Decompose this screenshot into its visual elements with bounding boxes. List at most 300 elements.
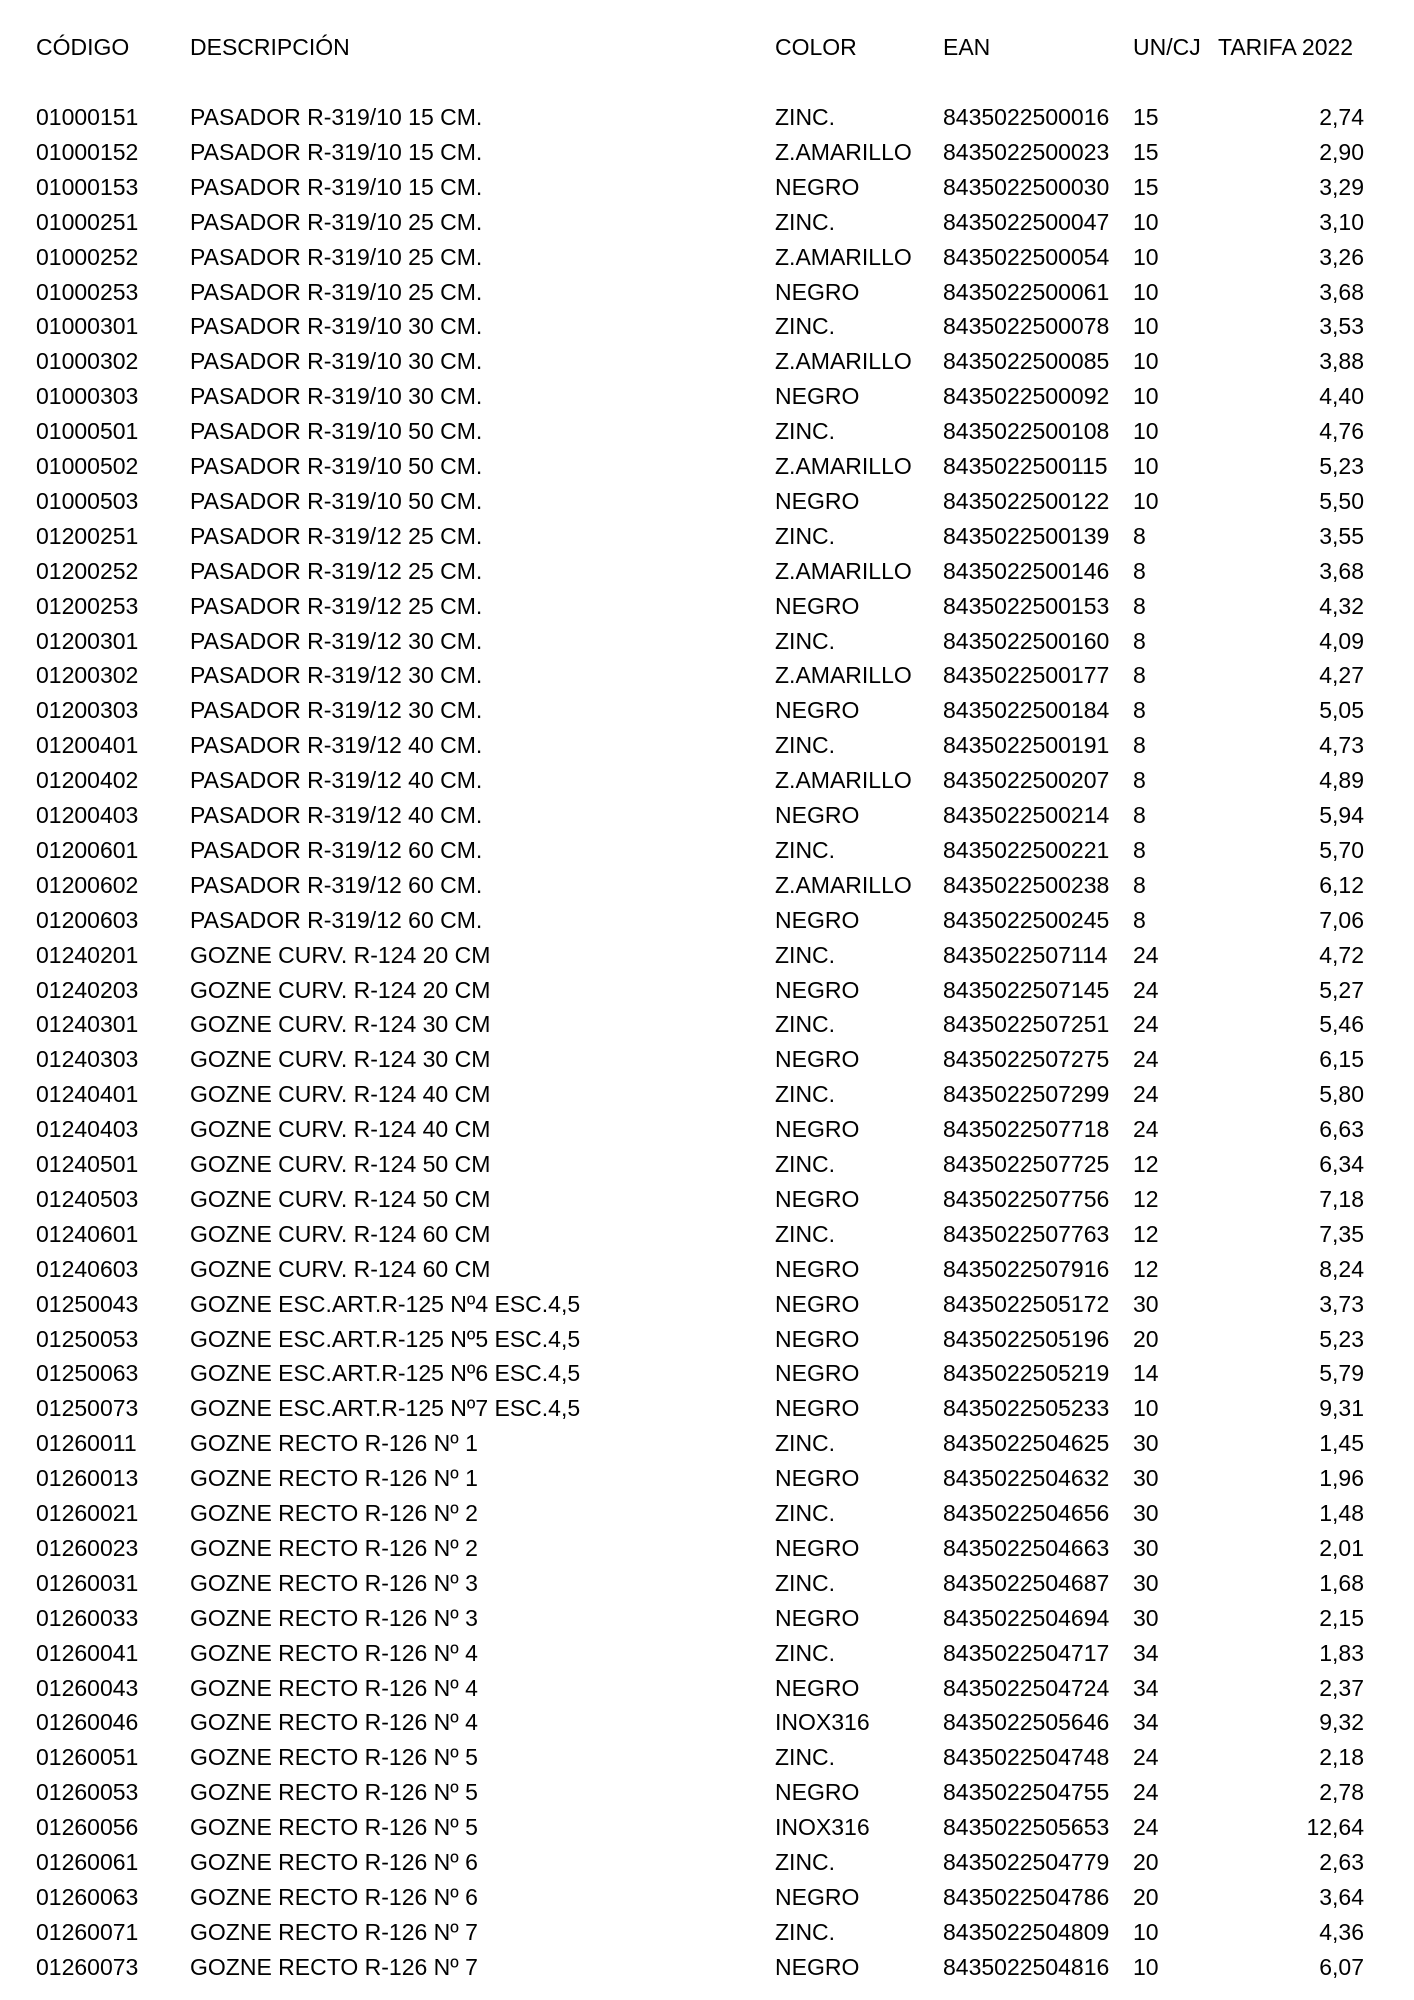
- cell-color: INOX316: [775, 1709, 870, 1736]
- cell-description: GOZNE ESC.ART.R-125 Nº5 ESC.4,5: [190, 1325, 581, 1352]
- cell-units-per-box: 30: [1133, 1534, 1159, 1561]
- cell-description: GOZNE RECTO R-126 Nº 2: [190, 1534, 478, 1561]
- cell-price: 5,05: [1319, 697, 1364, 724]
- cell-price: 8,24: [1319, 1255, 1364, 1282]
- cell-ean: 8435022504625: [943, 1430, 1110, 1457]
- cell-ean: 8435022507251: [943, 1011, 1110, 1038]
- cell-units-per-box: 12: [1133, 1185, 1159, 1212]
- cell-price: 1,48: [1319, 1500, 1364, 1526]
- cell-color: NEGRO: [775, 1360, 860, 1387]
- cell-color: NEGRO: [775, 383, 860, 410]
- table-row: [0, 1426, 1414, 1460]
- cell-description: GOZNE CURV. R-124 30 CM: [190, 1011, 491, 1038]
- cell-ean: 8435022500047: [943, 208, 1110, 235]
- cell-code: 01200601: [36, 836, 139, 863]
- cell-units-per-box: 20: [1133, 1849, 1159, 1875]
- cell-ean: 8435022505219: [943, 1360, 1110, 1387]
- cell-price: 1,68: [1319, 1569, 1364, 1596]
- table-row: [0, 1147, 1414, 1181]
- cell-description: PASADOR R-319/12 30 CM.: [190, 627, 483, 654]
- table-row: [0, 1601, 1414, 1635]
- cell-code: 01260041: [36, 1639, 139, 1666]
- cell-description: GOZNE RECTO R-126 Nº 2: [190, 1500, 478, 1526]
- cell-description: PASADOR R-319/10 25 CM.: [190, 278, 483, 305]
- table-row: [0, 309, 1414, 343]
- table-row: [0, 379, 1414, 413]
- cell-code: 01000501: [36, 418, 139, 445]
- cell-color: Z.AMARILLO: [775, 348, 912, 375]
- cell-price: 3,73: [1319, 1290, 1364, 1317]
- table-row: [0, 414, 1414, 448]
- cell-color: Z.AMARILLO: [775, 767, 912, 794]
- cell-code: 01250053: [36, 1325, 139, 1352]
- cell-color: INOX316: [775, 1814, 870, 1841]
- cell-units-per-box: 10: [1133, 1918, 1159, 1945]
- cell-code: 01000302: [36, 348, 139, 375]
- cell-units-per-box: 8: [1133, 697, 1146, 724]
- cell-price: 4,89: [1319, 767, 1364, 794]
- cell-price: 1,96: [1319, 1465, 1364, 1492]
- cell-description: GOZNE CURV. R-124 40 CM: [190, 1116, 491, 1143]
- cell-units-per-box: 10: [1133, 453, 1159, 479]
- cell-color: ZINC.: [775, 418, 836, 445]
- cell-units-per-box: 24: [1133, 976, 1159, 1003]
- table-row: [0, 1636, 1414, 1670]
- cell-units-per-box: 8: [1133, 906, 1146, 933]
- cell-color: ZINC.: [775, 732, 836, 759]
- cell-units-per-box: 30: [1133, 1604, 1159, 1631]
- cell-color: NEGRO: [775, 1325, 860, 1352]
- cell-price: 2,63: [1319, 1849, 1364, 1875]
- cell-color: NEGRO: [775, 1116, 860, 1143]
- cell-units-per-box: 14: [1133, 1360, 1159, 1387]
- cell-code: 01260053: [36, 1779, 139, 1806]
- cell-code: 01000253: [36, 278, 139, 305]
- table-row: [0, 1810, 1414, 1844]
- cell-units-per-box: 34: [1133, 1639, 1159, 1666]
- cell-description: PASADOR R-319/10 30 CM.: [190, 348, 483, 375]
- table-row: [0, 1880, 1414, 1914]
- cell-price: 4,72: [1319, 941, 1364, 968]
- cell-price: 7,06: [1319, 906, 1364, 933]
- table-row: [0, 170, 1414, 204]
- table-row: [0, 519, 1414, 553]
- cell-description: PASADOR R-319/12 30 CM.: [190, 697, 483, 724]
- table-row: [0, 240, 1414, 274]
- cell-description: GOZNE ESC.ART.R-125 Nº4 ESC.4,5: [190, 1290, 581, 1317]
- cell-code: 01240403: [36, 1116, 139, 1143]
- cell-description: GOZNE CURV. R-124 50 CM: [190, 1185, 491, 1212]
- cell-units-per-box: 10: [1133, 383, 1159, 410]
- cell-price: 2,18: [1319, 1744, 1364, 1771]
- cell-color: Z.AMARILLO: [775, 871, 912, 898]
- table-row: [0, 1391, 1414, 1425]
- cell-price: 2,74: [1319, 104, 1364, 130]
- table-row: [0, 693, 1414, 727]
- cell-color: ZINC.: [775, 1849, 836, 1875]
- cell-ean: 8435022500160: [943, 627, 1110, 654]
- cell-ean: 8435022504694: [943, 1604, 1110, 1631]
- cell-color: ZINC.: [775, 941, 836, 968]
- cell-color: NEGRO: [775, 1395, 860, 1422]
- cell-ean: 8435022500139: [943, 522, 1110, 549]
- cell-ean: 8435022500214: [943, 802, 1110, 828]
- cell-units-per-box: 34: [1133, 1709, 1159, 1736]
- cell-price: 5,46: [1319, 1011, 1364, 1038]
- cell-description: GOZNE CURV. R-124 20 CM: [190, 976, 491, 1003]
- cell-color: NEGRO: [775, 1255, 860, 1282]
- cell-description: GOZNE RECTO R-126 Nº 7: [190, 1918, 478, 1945]
- cell-code: 01000303: [36, 383, 139, 410]
- cell-ean: 8435022500184: [943, 697, 1110, 724]
- cell-price: 3,68: [1319, 557, 1364, 584]
- cell-price: 5,27: [1319, 976, 1364, 1003]
- cell-units-per-box: 10: [1133, 348, 1159, 375]
- cell-color: NEGRO: [775, 487, 860, 514]
- cell-price: 5,79: [1319, 1360, 1364, 1387]
- cell-color: NEGRO: [775, 1883, 860, 1910]
- cell-code: 01000503: [36, 487, 139, 514]
- cell-description: PASADOR R-319/10 50 CM.: [190, 453, 483, 479]
- cell-color: ZINC.: [775, 313, 836, 340]
- cell-description: GOZNE RECTO R-126 Nº 6: [190, 1883, 478, 1910]
- cell-code: 01200602: [36, 871, 139, 898]
- cell-ean: 8435022507299: [943, 1081, 1110, 1108]
- cell-code: 01260071: [36, 1918, 139, 1945]
- cell-price: 2,37: [1319, 1674, 1364, 1701]
- cell-ean: 8435022505196: [943, 1325, 1110, 1352]
- cell-ean: 8435022504632: [943, 1465, 1110, 1492]
- cell-description: GOZNE RECTO R-126 Nº 6: [190, 1849, 478, 1875]
- cell-code: 01200252: [36, 557, 139, 584]
- cell-ean: 8435022500085: [943, 348, 1110, 375]
- cell-color: Z.AMARILLO: [775, 243, 912, 270]
- table-row: [0, 1845, 1414, 1879]
- cell-description: PASADOR R-319/12 60 CM.: [190, 906, 483, 933]
- table-row: [0, 449, 1414, 483]
- table-header: [0, 30, 1414, 64]
- table-row: [0, 833, 1414, 867]
- cell-units-per-box: 24: [1133, 1116, 1159, 1143]
- cell-price: 4,36: [1319, 1918, 1364, 1945]
- cell-ean: 8435022500177: [943, 662, 1110, 689]
- cell-price: 5,70: [1319, 836, 1364, 863]
- cell-description: PASADOR R-319/12 25 CM.: [190, 592, 483, 619]
- cell-ean: 8435022504656: [943, 1500, 1110, 1526]
- cell-color: Z.AMARILLO: [775, 138, 912, 165]
- cell-price: 6,34: [1319, 1151, 1364, 1177]
- cell-code: 01260046: [36, 1709, 139, 1736]
- cell-description: PASADOR R-319/10 25 CM.: [190, 208, 483, 235]
- cell-code: 01250043: [36, 1290, 139, 1317]
- cell-code: 01240501: [36, 1151, 139, 1177]
- cell-ean: 8435022500054: [943, 243, 1110, 270]
- table-row: [0, 728, 1414, 762]
- cell-description: GOZNE RECTO R-126 Nº 5: [190, 1744, 478, 1771]
- cell-code: 01260011: [36, 1430, 137, 1457]
- cell-description: GOZNE RECTO R-126 Nº 4: [190, 1639, 478, 1666]
- cell-ean: 8435022500092: [943, 383, 1110, 410]
- cell-units-per-box: 8: [1133, 662, 1146, 689]
- cell-price: 4,32: [1319, 592, 1364, 619]
- table-row: [0, 1915, 1414, 1949]
- cell-price: 5,23: [1319, 453, 1364, 479]
- cell-color: ZINC.: [775, 836, 836, 863]
- cell-price: 1,83: [1319, 1639, 1364, 1666]
- cell-description: GOZNE RECTO R-126 Nº 3: [190, 1569, 478, 1596]
- cell-description: PASADOR R-319/10 15 CM.: [190, 173, 483, 200]
- cell-code: 01260061: [36, 1849, 139, 1875]
- cell-code: 01200303: [36, 697, 139, 724]
- cell-ean: 8435022500245: [943, 906, 1110, 933]
- cell-color: NEGRO: [775, 1290, 860, 1317]
- table-row: [0, 1287, 1414, 1321]
- cell-ean: 8435022500238: [943, 871, 1110, 898]
- cell-color: NEGRO: [775, 1779, 860, 1806]
- table-row: [0, 868, 1414, 902]
- cell-description: PASADOR R-319/10 30 CM.: [190, 313, 483, 340]
- cell-units-per-box: 8: [1133, 802, 1146, 828]
- cell-color: ZINC.: [775, 1744, 836, 1771]
- cell-color: NEGRO: [775, 1674, 860, 1701]
- cell-color: NEGRO: [775, 592, 860, 619]
- cell-price: 3,88: [1319, 348, 1364, 375]
- table-row: [0, 1496, 1414, 1530]
- cell-code: 01260073: [36, 1953, 139, 1980]
- cell-price: 4,40: [1319, 383, 1364, 410]
- table-row: [0, 1182, 1414, 1216]
- cell-price: 7,35: [1319, 1220, 1364, 1247]
- table-row: [0, 1671, 1414, 1705]
- cell-code: 01260043: [36, 1674, 139, 1701]
- cell-units-per-box: 24: [1133, 1744, 1159, 1771]
- cell-units-per-box: 30: [1133, 1290, 1159, 1317]
- cell-units-per-box: 10: [1133, 1953, 1159, 1980]
- cell-code: 01000153: [36, 173, 139, 200]
- table-row: [0, 903, 1414, 937]
- cell-description: GOZNE ESC.ART.R-125 Nº6 ESC.4,5: [190, 1360, 581, 1387]
- cell-code: 01250073: [36, 1395, 139, 1422]
- cell-code: 01200603: [36, 906, 139, 933]
- cell-price: 6,63: [1319, 1116, 1364, 1143]
- cell-units-per-box: 34: [1133, 1674, 1159, 1701]
- cell-code: 01240503: [36, 1185, 139, 1212]
- cell-ean: 8435022507145: [943, 976, 1110, 1003]
- cell-price: 2,90: [1319, 138, 1364, 165]
- table-row: [0, 589, 1414, 623]
- cell-price: 9,31: [1319, 1395, 1364, 1422]
- cell-price: 3,26: [1319, 243, 1364, 270]
- cell-units-per-box: 30: [1133, 1430, 1159, 1457]
- cell-code: 01200302: [36, 662, 139, 689]
- cell-units-per-box: 24: [1133, 1011, 1159, 1038]
- cell-code: 01200301: [36, 627, 139, 654]
- cell-ean: 8435022504663: [943, 1534, 1110, 1561]
- cell-units-per-box: 15: [1133, 173, 1159, 200]
- cell-ean: 8435022504816: [943, 1953, 1110, 1980]
- cell-description: GOZNE CURV. R-124 40 CM: [190, 1081, 491, 1108]
- table-row: [0, 1112, 1414, 1146]
- cell-ean: 8435022500078: [943, 313, 1110, 340]
- cell-color: ZINC.: [775, 1081, 836, 1108]
- cell-price: 2,78: [1319, 1779, 1364, 1806]
- cell-color: ZINC.: [775, 1918, 836, 1945]
- cell-units-per-box: 15: [1133, 138, 1159, 165]
- cell-code: 01260063: [36, 1883, 139, 1910]
- cell-description: GOZNE CURV. R-124 20 CM: [190, 941, 491, 968]
- cell-ean: 8435022500108: [943, 418, 1110, 445]
- cell-color: Z.AMARILLO: [775, 662, 912, 689]
- cell-description: GOZNE CURV. R-124 50 CM: [190, 1151, 491, 1177]
- cell-price: 5,23: [1319, 1325, 1364, 1352]
- cell-description: GOZNE RECTO R-126 Nº 1: [190, 1430, 478, 1457]
- cell-ean: 8435022504724: [943, 1674, 1110, 1701]
- cell-units-per-box: 8: [1133, 767, 1146, 794]
- table-row: [0, 275, 1414, 309]
- cell-code: 01200403: [36, 802, 139, 828]
- cell-ean: 8435022507718: [943, 1116, 1110, 1143]
- cell-color: ZINC.: [775, 1569, 836, 1596]
- cell-code: 01260013: [36, 1465, 139, 1492]
- table-row: [0, 973, 1414, 1007]
- cell-code: 01200402: [36, 767, 139, 794]
- cell-description: PASADOR R-319/10 50 CM.: [190, 418, 483, 445]
- cell-ean: 8435022507275: [943, 1046, 1110, 1073]
- table-row: [0, 1322, 1414, 1356]
- cell-units-per-box: 8: [1133, 592, 1146, 619]
- cell-description: PASADOR R-319/10 30 CM.: [190, 383, 483, 410]
- cell-color: ZINC.: [775, 1500, 836, 1526]
- cell-color: ZINC.: [775, 522, 836, 549]
- table-row: [0, 1461, 1414, 1495]
- table-row: [0, 1705, 1414, 1739]
- cell-color: NEGRO: [775, 976, 860, 1003]
- cell-description: GOZNE RECTO R-126 Nº 4: [190, 1709, 478, 1736]
- cell-code: 01240301: [36, 1011, 139, 1038]
- cell-description: GOZNE RECTO R-126 Nº 1: [190, 1465, 478, 1492]
- cell-ean: 8435022500191: [943, 732, 1110, 759]
- cell-price: 3,29: [1319, 173, 1364, 200]
- cell-description: PASADOR R-319/12 25 CM.: [190, 557, 483, 584]
- table-row: [0, 658, 1414, 692]
- table-row: [0, 1077, 1414, 1111]
- cell-units-per-box: 15: [1133, 104, 1159, 130]
- cell-ean: 8435022500061: [943, 278, 1110, 305]
- cell-color: ZINC.: [775, 1011, 836, 1038]
- cell-code: 01240203: [36, 976, 139, 1003]
- cell-description: GOZNE RECTO R-126 Nº 5: [190, 1779, 478, 1806]
- cell-price: 5,50: [1319, 487, 1364, 514]
- cell-ean: 8435022505172: [943, 1290, 1110, 1317]
- cell-units-per-box: 30: [1133, 1465, 1159, 1492]
- cell-ean: 8435022504755: [943, 1779, 1110, 1806]
- cell-price: 4,73: [1319, 732, 1364, 759]
- cell-color: NEGRO: [775, 1046, 860, 1073]
- cell-ean: 8435022504786: [943, 1883, 1110, 1910]
- cell-ean: 8435022505653: [943, 1814, 1110, 1841]
- cell-code: 01200253: [36, 592, 139, 619]
- cell-units-per-box: 8: [1133, 732, 1146, 759]
- table-row: [0, 205, 1414, 239]
- table-row: [0, 1007, 1414, 1041]
- cell-price: 9,32: [1319, 1709, 1364, 1736]
- cell-ean: 8435022504687: [943, 1569, 1110, 1596]
- cell-price: 3,64: [1319, 1883, 1364, 1910]
- cell-description: PASADOR R-319/10 15 CM.: [190, 104, 483, 130]
- cell-color: NEGRO: [775, 906, 860, 933]
- table-row: [0, 1042, 1414, 1076]
- cell-code: 01000151: [36, 104, 139, 130]
- table-row: [0, 798, 1414, 832]
- cell-color: NEGRO: [775, 173, 860, 200]
- cell-units-per-box: 10: [1133, 1395, 1159, 1422]
- cell-color: ZINC.: [775, 1430, 836, 1457]
- cell-price: 2,15: [1319, 1604, 1364, 1631]
- cell-code: 01000502: [36, 453, 139, 479]
- cell-code: 01260056: [36, 1814, 139, 1841]
- cell-ean: 8435022504779: [943, 1849, 1110, 1875]
- table-row: [0, 1740, 1414, 1774]
- cell-units-per-box: 8: [1133, 836, 1146, 863]
- cell-ean: 8435022504809: [943, 1918, 1110, 1945]
- table-row: [0, 484, 1414, 518]
- cell-color: NEGRO: [775, 1465, 860, 1492]
- table-row: [0, 1531, 1414, 1565]
- cell-price: 1,45: [1319, 1430, 1364, 1457]
- cell-ean: 8435022500122: [943, 487, 1110, 514]
- table-row: [0, 554, 1414, 588]
- cell-ean: 8435022505233: [943, 1395, 1110, 1422]
- cell-units-per-box: 10: [1133, 243, 1159, 270]
- cell-color: NEGRO: [775, 1185, 860, 1212]
- cell-color: NEGRO: [775, 802, 860, 828]
- cell-color: ZINC.: [775, 1220, 836, 1247]
- table-row: [0, 1566, 1414, 1600]
- header-color: COLOR: [775, 34, 857, 60]
- cell-description: PASADOR R-319/10 50 CM.: [190, 487, 483, 514]
- cell-ean: 8435022504748: [943, 1744, 1110, 1771]
- cell-description: PASADOR R-319/12 60 CM.: [190, 836, 483, 863]
- cell-units-per-box: 24: [1133, 941, 1159, 968]
- cell-code: 01000251: [36, 208, 139, 235]
- cell-description: GOZNE CURV. R-124 60 CM: [190, 1220, 491, 1247]
- cell-units-per-box: 12: [1133, 1255, 1159, 1282]
- table-row: [0, 1356, 1414, 1390]
- cell-units-per-box: 10: [1133, 418, 1159, 445]
- cell-color: ZINC.: [775, 104, 836, 130]
- cell-description: GOZNE RECTO R-126 Nº 7: [190, 1953, 478, 1980]
- cell-units-per-box: 30: [1133, 1500, 1159, 1526]
- cell-units-per-box: 24: [1133, 1779, 1159, 1806]
- cell-units-per-box: 10: [1133, 313, 1159, 340]
- cell-units-per-box: 8: [1133, 522, 1146, 549]
- cell-code: 01260033: [36, 1604, 139, 1631]
- cell-ean: 8435022500016: [943, 104, 1110, 130]
- cell-description: GOZNE RECTO R-126 Nº 3: [190, 1604, 478, 1631]
- cell-price: 3,53: [1319, 313, 1364, 340]
- cell-units-per-box: 10: [1133, 278, 1159, 305]
- table-row: [0, 763, 1414, 797]
- cell-code: 01240303: [36, 1046, 139, 1073]
- cell-color: NEGRO: [775, 1953, 860, 1980]
- cell-color: ZINC.: [775, 1151, 836, 1177]
- cell-price: 5,94: [1319, 802, 1364, 828]
- cell-description: PASADOR R-319/12 40 CM.: [190, 732, 483, 759]
- cell-units-per-box: 24: [1133, 1046, 1159, 1073]
- header-price: TARIFA 2022: [1218, 34, 1354, 60]
- cell-price: 4,76: [1319, 418, 1364, 445]
- cell-units-per-box: 12: [1133, 1151, 1159, 1177]
